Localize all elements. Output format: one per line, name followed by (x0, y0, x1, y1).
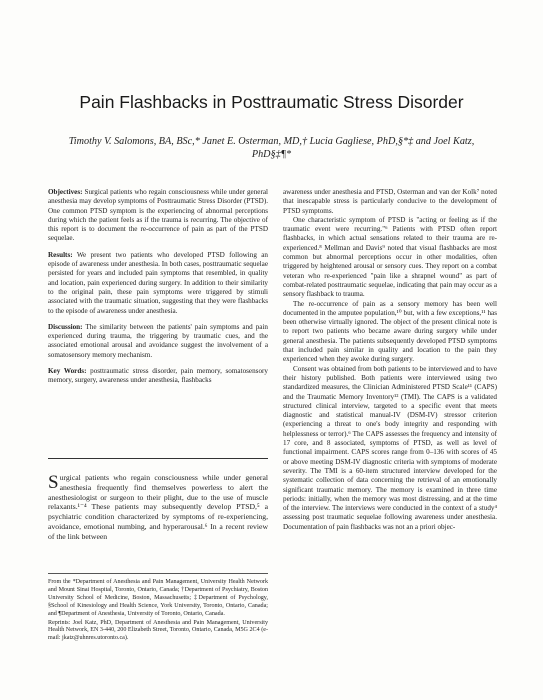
reprints-footnote: Reprints: Joel Katz, PhD, Department of Anesthesia and Pain Management, University Health Network, EN 3-440, 200 Elizabeth Street, Toronto, Ontario, Canada, M5G 2C4 (e-mail: jkatz@uhnres.utoronto.ca). (48, 619, 268, 642)
abstract-box (48, 188, 268, 393)
abstract-discussion (48, 323, 268, 360)
abstract-objectives (48, 188, 268, 244)
body-paragraph: One characteristic symptom of PTSD is "acting or feeling as if the traumatic event were recurring."⁶ Patients with PTSD often report flashbacks, in which actual sensations related to their trauma are re-experienced.⁸ Mellman and Davis⁹ noted that visual flashbacks are most common but abnormal perceptions occur in other modalities, often triggered by heightened arousal or sensory cues. They report on a combat veteran who re-experienced "pain like a shrapnel wound" as part of combat-related posttraumatic sequelae, indicating that pain may occur as a sensory flashback to trauma. (283, 215, 497, 299)
body-paragraph: awareness under anesthesia and PTSD, Osterman and van der Kolk⁷ noted that inescapable stress is particularly conducive to the development of PTSD symptoms. (283, 188, 497, 215)
results-label: Results: (48, 250, 73, 259)
footnote-divider (48, 573, 268, 574)
affiliations-footnote: From the *Department of Anesthesia and Pain Management, University Health Network and Mount Sinai Hospital, Toronto, Ontario, Canada; †Department of Psychiatry, Boston University School of Medicine, Boston, Massachusetts; ‡Department of Psychology, §School of Kinesiology and Health Science, York University, Toronto, Ontario, Canada; and ¶Department of Anesthesia, University of Toronto, Ontario, Canada. (48, 579, 268, 617)
discussion-label: Discussion: (48, 322, 83, 331)
intro-text: urgical patients who regain consciousness while under general anesthesia frequently find themselves powerless to alert the anesthesiologist or surgeon to their plight, due to the use of muscle relaxants.¹⁻⁴ These patients may subsequently develop PTSD,⁵ a psychiatric condition characterized by symptoms of re-experiencing, avoidance, emotional numbing, and hyperarousal.⁶ In a recent review of the link between (48, 473, 268, 541)
objectives-label: Objectives: (48, 188, 83, 196)
intro-paragraph (48, 473, 268, 542)
footnotes (48, 579, 268, 644)
author-list: Timothy V. Salomons, BA, BSc,* Janet E. Osterman, MD,† Lucia Gagliese, PhD,§*‡ and Joel Katz, PhD§‡¶* (68, 136, 475, 160)
right-column (283, 188, 497, 532)
abstract-keywords (48, 367, 268, 386)
article-title: Pain Flashbacks in Posttraumatic Stress Disorder (79, 92, 464, 112)
drop-cap: S (48, 472, 59, 493)
objectives-text: Surgical patients who regain consciousness while under general anesthesia may develop symptoms of Posttraumatic Stress Disorder (PTSD). One common PTSD symptom is the experiencing of abnormal perceptions during which the patient feels as if the trauma is recurring. The objective of this report is to document the re-occurrence of pain as part of the PTSD sequelae. (48, 188, 268, 243)
abstract-results (48, 251, 268, 316)
results-text: We present two patients who developed PTSD following an episode of awareness under anesthesia. In both cases, posttraumatic sequelae persisted for years and included pain symptoms that resembled, in quality and location, pain experienced during surgery. In addition to their similarity to the original pain, these pain symptoms were triggered by stimuli associated with the traumatic situation, suggesting that they were flashbacks to the episode of awareness under anesthesia. (48, 250, 268, 315)
body-paragraph: The re-occurrence of pain as a sensory memory has been well documented in the amputee population,¹⁰ but, with a few exceptions,¹¹ has been otherwise virtually ignored. The object of the present clinical note is to report two patients who became aware during surgery while under general anesthesia. The patients subsequently developed PTSD symptoms that included pain similar in quality and location to the pain they experienced when they awoke during surgery. (283, 299, 497, 364)
keywords-label: Key Words: (48, 367, 87, 376)
body-paragraph: Consent was obtained from both patients to be interviewed and to have their history published. Both patients were interviewed using two standardized measures, the Clinician Administered PTSD Scale¹¹ (CAPS) and the Traumatic Memory Inventory¹² (TMI). The CAPS is a validated structured clinical interview, targeted to a specific event that meets diagnostic and statistical manual-IV (DSM-IV) stressor criterion (experiencing a threat to one's body integrity and responding with helplessness or terror).⁶ The CAPS assesses the frequency and intensity of 17 core, and 8 associated, symptoms of PTSD, as well as level of functional impairment. CAPS scores range from 0–136 with scores of 45 or above meeting DSM-IV diagnostic criteria with symptoms of moderate severity. The TMI is a 60-item structured interview developed for the systematic collection of data concerning the retrieval of an emotionally significant traumatic memory. The memory is examined in three time periods: initially, when the memory was most distressing, and at the time of the interview. The interviews were conducted in the context of a study⁴ assessing post traumatic sequelae following awareness under anesthesia. Documentation of pain flashbacks was not an a priori objec- (283, 364, 497, 531)
abstract-divider (48, 458, 268, 459)
keywords-text: posttraumatic stress disorder, pain memory, somatosensory memory, surgery, awareness under anesthesia, flashbacks (48, 367, 268, 385)
discussion-text: The similarity between the patients' pain symptoms and pain experienced during trauma, the triggering by traumatic cues, and the associated emotional arousal and avoidance suggest the involvement of a somatosensory memory mechanism. (48, 322, 268, 359)
